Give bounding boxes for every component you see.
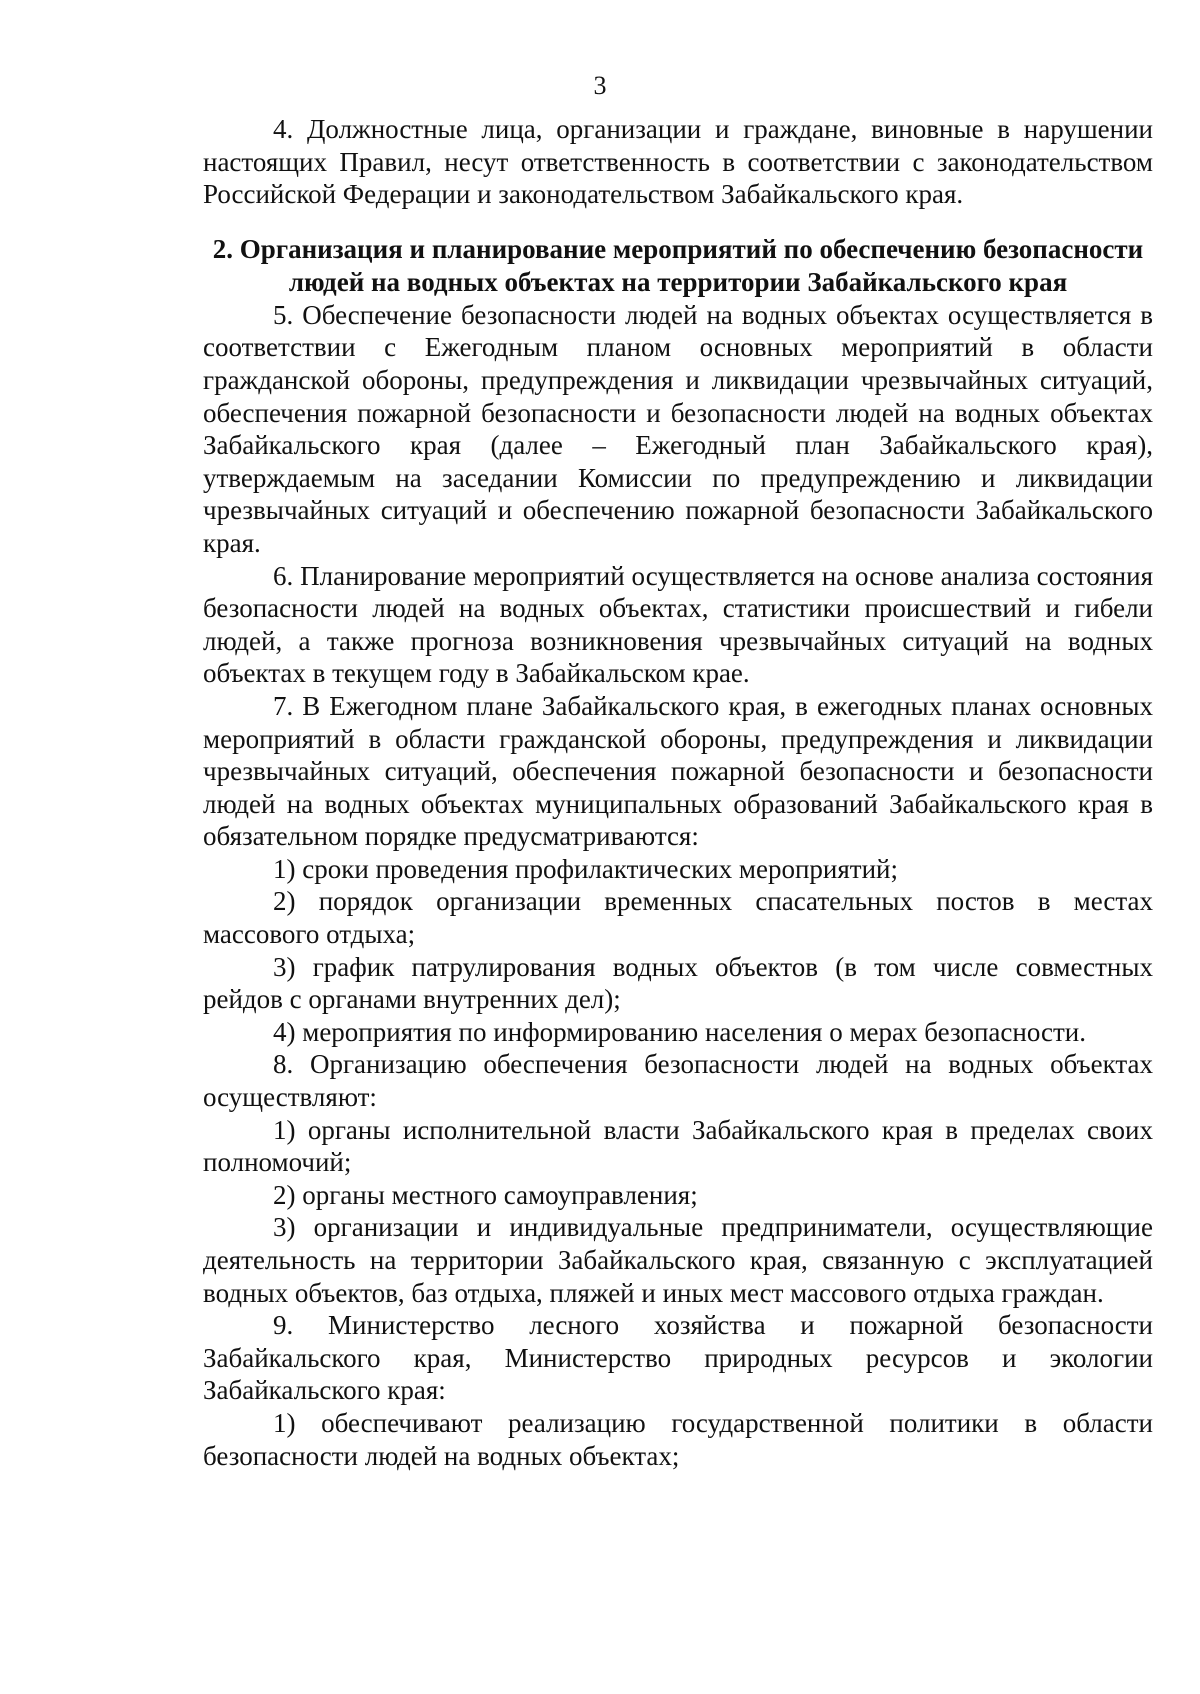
document-body <box>203 113 1153 1472</box>
paragraph-7: 7. В Ежегодном плане Забайкальского края, в ежегодных планах основных мероприятий в области гражданской обороны, предупреждения и ликвидации чрезвычайных ситуаций, обеспечения пожарной безопасности и безопасности людей на водных объектах муниципальных образований Забайкальского края в обязательном порядке предусматриваются: <box>203 690 1153 852</box>
list-item-7-3: 3) график патрулирования водных объектов (в том числе совместных рейдов с органами внутренних дел); <box>203 951 1153 1015</box>
paragraph-6: 6. Планирование мероприятий осуществляется на основе анализа состояния безопасности людей на водных объектах, статистики происшествий и гибели людей, а также прогноза возникновения чрезвычайных ситуаций на водных объектах в текущем году в Забайкальском крае. <box>203 560 1153 689</box>
list-item-9-1: 1) обеспечивают реализацию государственной политики в области безопасности людей на водных объектах; <box>203 1407 1153 1471</box>
list-item-8-2: 2) органы местного самоуправления; <box>273 1179 698 1210</box>
paragraph-9: 9. Министерство лесного хозяйства и пожарной безопасности Забайкальского края, Министерство природных ресурсов и экологии Забайкальского края: <box>203 1310 1153 1406</box>
list-item-7-1: 1) сроки проведения профилактических мероприятий; <box>273 853 898 884</box>
paragraph-8: 8. Организацию обеспечения безопасности людей на водных объектах осуществляют: <box>203 1049 1153 1113</box>
page-number: 3 <box>593 71 607 100</box>
list-item-8-1: 1) органы исполнительной власти Забайкальского края в пределах своих полномочий; <box>203 1114 1153 1178</box>
list-item-7-4: 4) мероприятия по информированию населения о мерах безопасности. <box>273 1016 1086 1047</box>
list-item-7-2: 2) порядок организации временных спасательных постов в местах массового отдыха; <box>203 886 1153 950</box>
paragraph-5: 5. Обеспечение безопасности людей на водных объектах осуществляется в соответствии с Ежегодным планом основных мероприятий в области гражданской обороны, предупреждения и ликвидации чрезвычайных ситуаций, обеспечения пожарной безопасности и безопасности людей на водных объектах Забайкальского края (далее – Ежегодный план Забайкальского края), утверждаемым на заседании Комиссии по предупреждению и ликвидации чрезвычайных ситуаций и обеспечению пожарной безопасности Забайкальского края. <box>203 299 1153 558</box>
paragraph-4: 4. Должностные лица, организации и граждане, виновные в нарушении настоящих Правил, несут ответственность в соответствии с законодательством Российской Федерации и законодательством Забайкальского края. <box>203 114 1153 210</box>
list-item-8-3: 3) организации и индивидуальные предприниматели, осуществляющие деятельность на территории Забайкальского края, связанную с эксплуатацией водных объектов, баз отдыха, пляжей и иных мест массового отдыха граждан. <box>203 1212 1153 1308</box>
section-heading: 2. Организация и планирование мероприятий по обеспечению безопасности людей на водных объектах на территории Забайкальского края <box>212 233 1144 297</box>
